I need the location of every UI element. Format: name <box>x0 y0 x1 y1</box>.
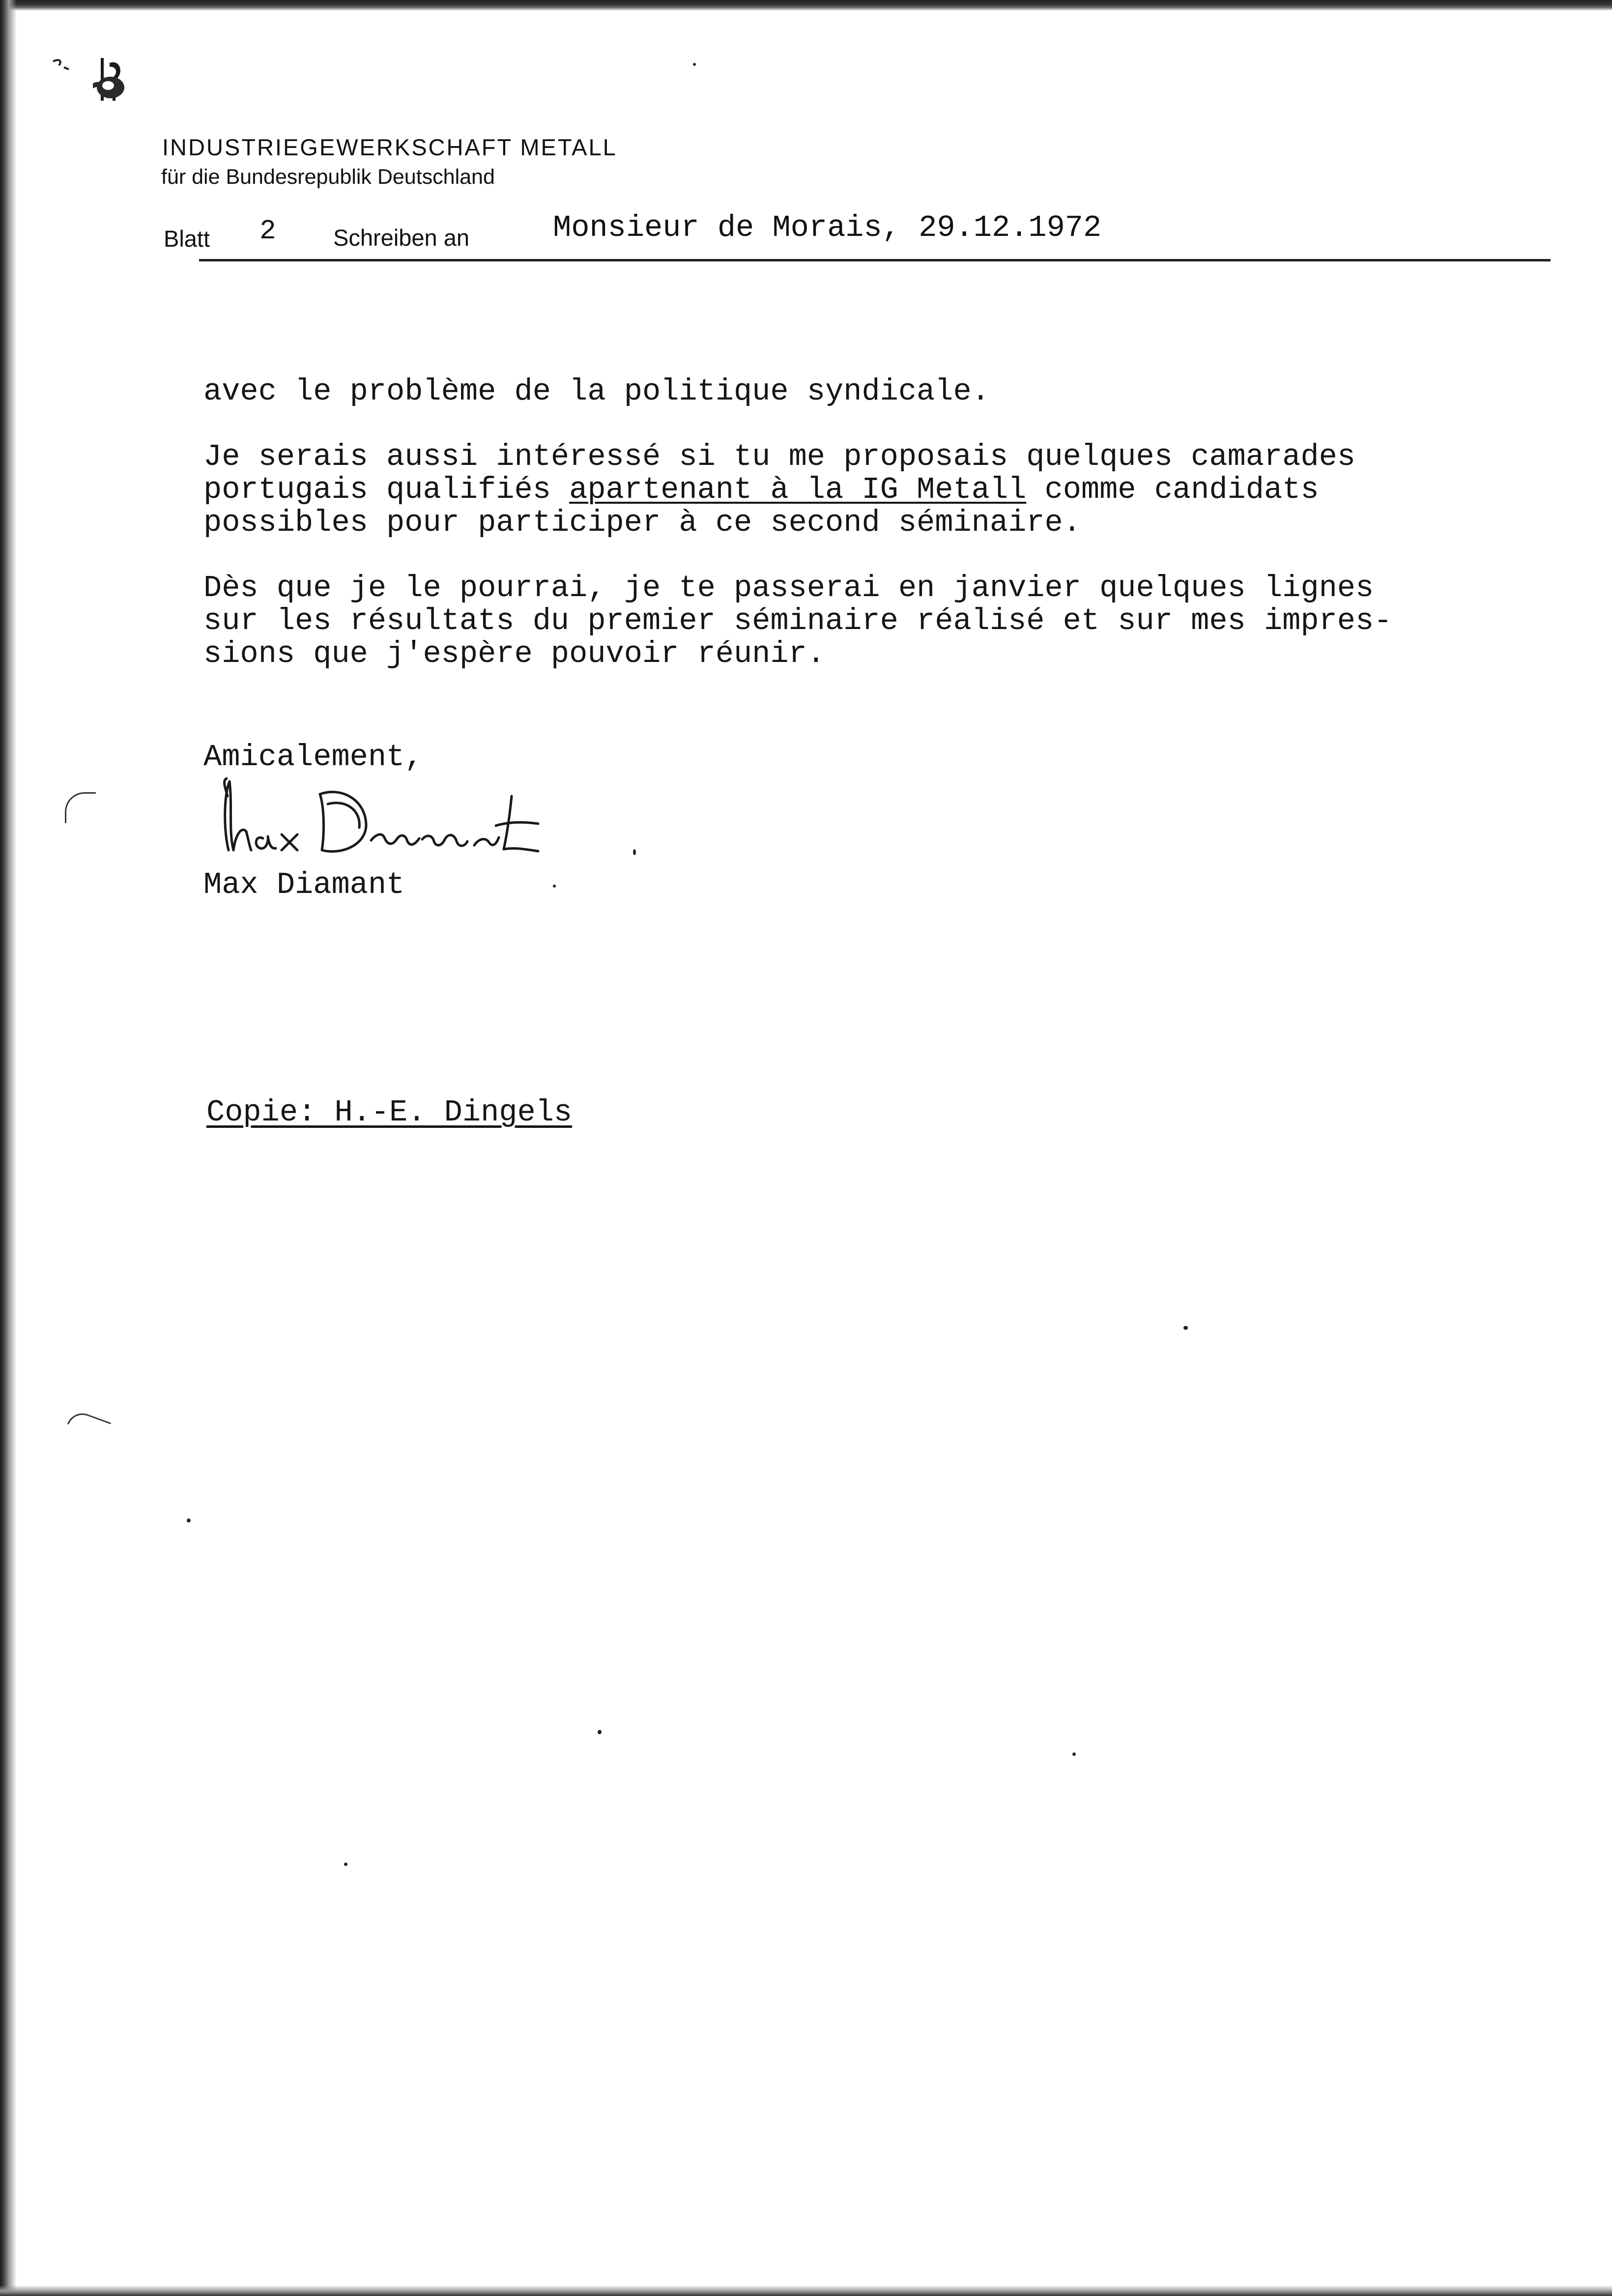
paragraph-2-line-2-start: portugais qualifiés <box>203 472 570 507</box>
paragraph-2-line-1: Je serais aussi intéressé si tu me proposais quelques camarades <box>203 439 1355 474</box>
organization-name: INDUSTRIEGEWERKSCHAFT METALL <box>162 134 617 160</box>
scan-edge-top <box>0 0 1612 11</box>
underlined-phrase: apartenant à la IG Metall <box>569 472 1027 507</box>
closing: Amicalement, <box>203 740 423 775</box>
scan-speck <box>598 1730 602 1734</box>
paragraph-3 <box>203 572 1481 670</box>
scan-mark-icon <box>49 57 79 76</box>
paragraph-2-line-2-end: comme candidats <box>1026 472 1319 507</box>
scan-mark <box>65 792 96 823</box>
scan-edge-bottom <box>0 2285 1612 2296</box>
organization-subtitle: für die Bundesrepublik Deutschland <box>161 165 495 189</box>
paragraph-3-line-1: Dès que je le pourrai, je te passerai en janvier quelques lignes <box>203 571 1374 605</box>
paragraph-1: avec le problème de la politique syndicale. <box>203 374 990 409</box>
letterhead-divider <box>199 259 1551 261</box>
stamp-blot-icon <box>88 64 133 108</box>
copy-recipient: Copie: H.-E. Dingels <box>206 1095 573 1130</box>
scan-edge-left <box>0 0 17 2296</box>
signer-name: Max Diamant <box>203 867 405 902</box>
letter-body <box>203 375 1481 703</box>
scan-speck <box>187 1519 191 1522</box>
scan-mark <box>67 1409 111 1438</box>
blatt-value: 2 <box>259 215 276 247</box>
scan-speck <box>693 63 696 66</box>
paragraph-2-line-3: possibles pour participer à ce second séminaire. <box>203 505 1081 540</box>
paragraph-3-line-3: sions que j'espère pouvoir réunir. <box>203 636 826 671</box>
scan-speck <box>1183 1326 1188 1330</box>
paragraph-3-line-2: sur les résultats du premier séminaire réalisé et sur mes impres- <box>203 603 1392 638</box>
blatt-label: Blatt <box>164 226 210 252</box>
recipient-and-date: Monsieur de Morais, 29.12.1972 <box>553 210 1102 245</box>
paragraph-2 <box>203 440 1481 539</box>
handwritten-signature <box>199 776 573 860</box>
scan-speck <box>1072 1752 1076 1756</box>
scan-speck <box>553 885 556 888</box>
scan-speck <box>344 1863 347 1866</box>
schreiben-an-label: Schreiben an <box>333 225 469 251</box>
scan-speck <box>633 849 636 855</box>
